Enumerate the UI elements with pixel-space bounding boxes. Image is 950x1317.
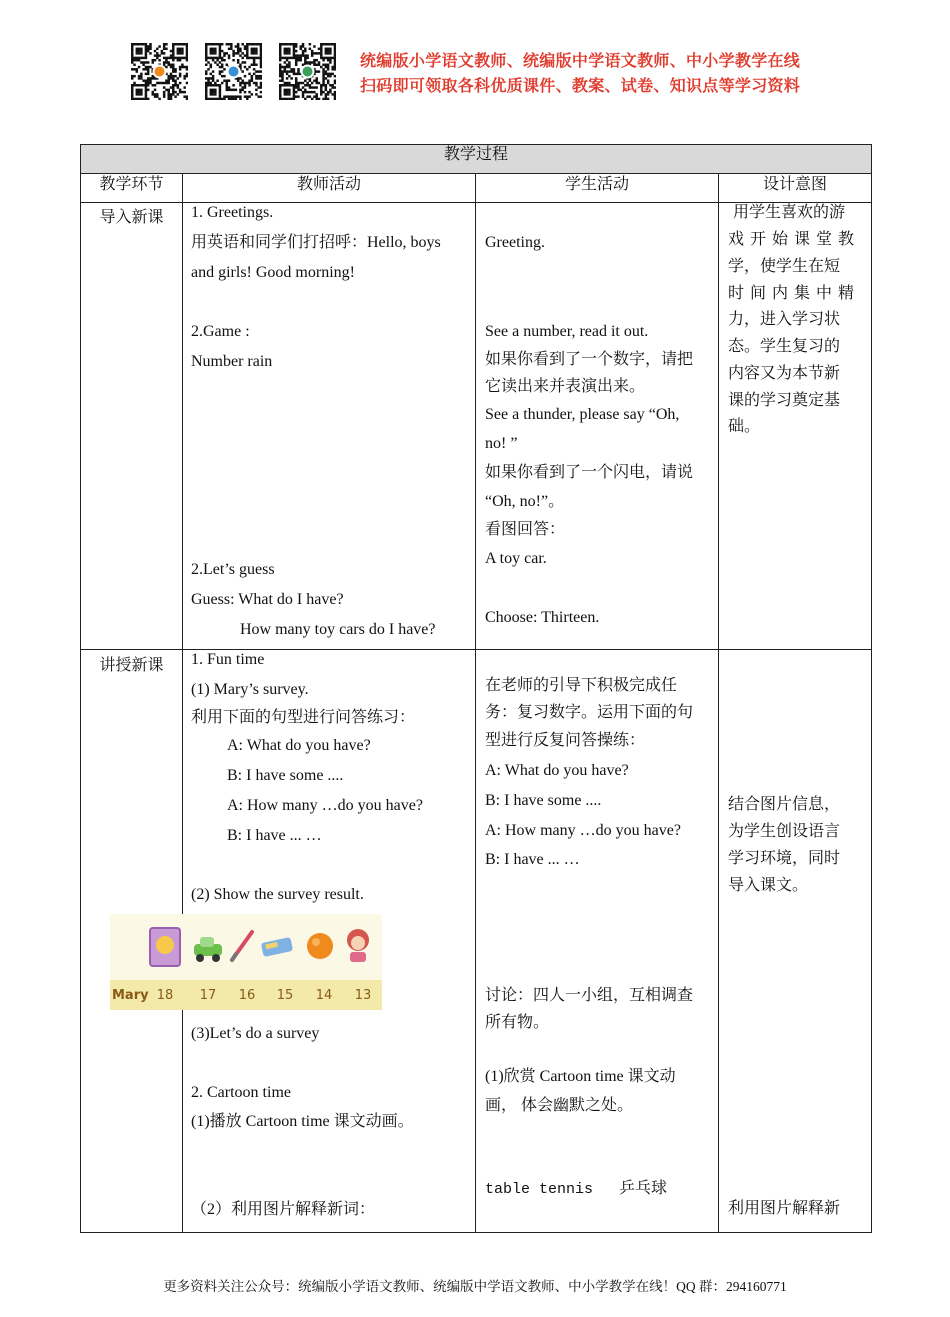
student-line: A: What do you have? [485, 762, 629, 779]
teacher-line: A: What do you have? [227, 737, 371, 754]
teacher-line: B: I have some .... [227, 767, 344, 784]
student-line: no! ” [485, 435, 518, 452]
card-icon [150, 928, 180, 966]
stage-label: 导入新课 [99, 209, 164, 226]
teacher-line: (3)Let’s do a survey [191, 1025, 320, 1042]
teacher-line: (1) Mary’s survey. [191, 681, 309, 698]
intent-line: 戏开始课堂教 [728, 231, 861, 248]
teacher-line: Guess: What do I have? [191, 591, 344, 608]
student-line: 所有物。 [485, 1014, 550, 1031]
footer-note: 更多资料关注公众号：统编版小学语文教师、统编版中学语文教师、中小学教学在线！QQ 群：294160771 [163, 1279, 787, 1294]
student-line: B: I have ... … [485, 851, 580, 868]
intent-line: 时间内集中精 [728, 285, 861, 302]
survey-name: Mary [112, 988, 149, 1003]
teacher-line: Number rain [191, 353, 273, 370]
banner-line-1: 统编版小学语文教师、统编版中学语文教师、中小学教学在线 [360, 51, 801, 70]
qr-code-2[interactable] [205, 43, 262, 100]
teacher-line: （2）利用图片解释新词： [191, 1201, 376, 1218]
intent-line: 态。学生复习的 [728, 338, 841, 355]
student-line: Greeting. [485, 234, 545, 251]
teacher-line: (2) Show the survey result. [191, 886, 364, 903]
student-line: A toy car. [485, 550, 547, 567]
student-line: “Oh, no!”。 [485, 493, 565, 510]
student-line: 务：复习数字。运用下面的句 [485, 704, 694, 721]
table-title: 教学过程 [81, 145, 872, 174]
student-line: 看图回答： [485, 521, 566, 538]
stage-label: 讲授新课 [99, 657, 164, 674]
student-line: 如果你看到了一个闪电，请说 [485, 464, 694, 481]
intent-line: 课的学习奠定基 [728, 392, 841, 409]
intent-line: 用学生喜欢的游 [733, 204, 846, 221]
ball-icon [307, 933, 333, 959]
teacher-line: 2.Let’s guess [191, 561, 275, 578]
intent-line: 学，使学生在短 [728, 258, 841, 275]
survey-count: 16 [238, 988, 256, 1003]
survey-count: 18 [156, 988, 174, 1003]
student-line: 如果你看到了一个数字，请把 [485, 351, 694, 368]
column-header-teacher: 教师活动 [183, 174, 476, 203]
qr-code-1[interactable] [131, 43, 188, 100]
intent-line: 学习环境，同时 [728, 850, 841, 867]
intent-line: 利用图片解释新 [728, 1200, 841, 1217]
student-line: See a thunder, please say “Oh, [485, 406, 680, 423]
banner-line-2: 扫码即可领取各科优质课件、教案、试卷、知识点等学习资料 [360, 76, 801, 95]
survey-picture [110, 914, 464, 1010]
survey-count: 13 [354, 988, 372, 1003]
teacher-line: How many toy cars do I have? [240, 621, 436, 638]
teacher-line: 1. Fun time [191, 651, 265, 668]
intent-line: 础。 [728, 418, 761, 435]
column-header-intent: 设计意图 [719, 174, 872, 203]
survey-count: 14 [315, 988, 333, 1003]
survey-count: 17 [199, 988, 217, 1003]
student-line: 在老师的引导下积极完成任 [485, 677, 678, 694]
student-line: A: How many …do you have? [485, 822, 681, 839]
student-line: 它读出来并表演出来。 [485, 378, 646, 395]
teacher-line: A: How many …do you have? [227, 797, 423, 814]
intent-line: 结合图片信息， [728, 796, 841, 813]
teacher-line: 用英语和同学们打招呼：Hello, boys [191, 234, 441, 251]
student-line: 讨论：四人一小组，互相调查 [485, 987, 694, 1004]
student-line: Choose: Thirteen. [485, 609, 600, 626]
student-line: See a number, read it out. [485, 323, 649, 340]
student-line: B: I have some .... [485, 792, 602, 809]
doll-icon [347, 929, 369, 962]
student-line: (1)欣赏 Cartoon time 课文动 [485, 1068, 676, 1085]
qr-code-3[interactable] [279, 43, 336, 100]
teacher-line: and girls! Good morning! [191, 264, 355, 281]
intent-line: 力，进入学习状 [728, 311, 841, 328]
vocab-word: table tennis [485, 1181, 594, 1198]
student-line: 型进行反复问答操练： [485, 732, 646, 749]
teacher-line: 利用下面的句型进行问答练习： [191, 709, 416, 726]
column-header-student: 学生活动 [476, 174, 719, 203]
survey-count: 15 [276, 988, 294, 1003]
teacher-line: B: I have ... … [227, 827, 322, 844]
teacher-line: 2.Game : [191, 323, 250, 340]
vocab-meaning: 乒乓球 [619, 1180, 668, 1197]
intent-line: 内容又为本节新 [728, 365, 841, 382]
student-line: 画， 体会幽默之处。 [485, 1097, 634, 1114]
teacher-line: 2. Cartoon time [191, 1084, 291, 1101]
teacher-line: 1. Greetings. [191, 204, 274, 221]
column-header-stage: 教学环节 [81, 174, 183, 203]
teacher-line: (1)播放 Cartoon time 课文动画。 [191, 1113, 414, 1130]
intent-line: 为学生创设语言 [728, 823, 841, 840]
intent-line: 导入课文。 [728, 877, 809, 894]
